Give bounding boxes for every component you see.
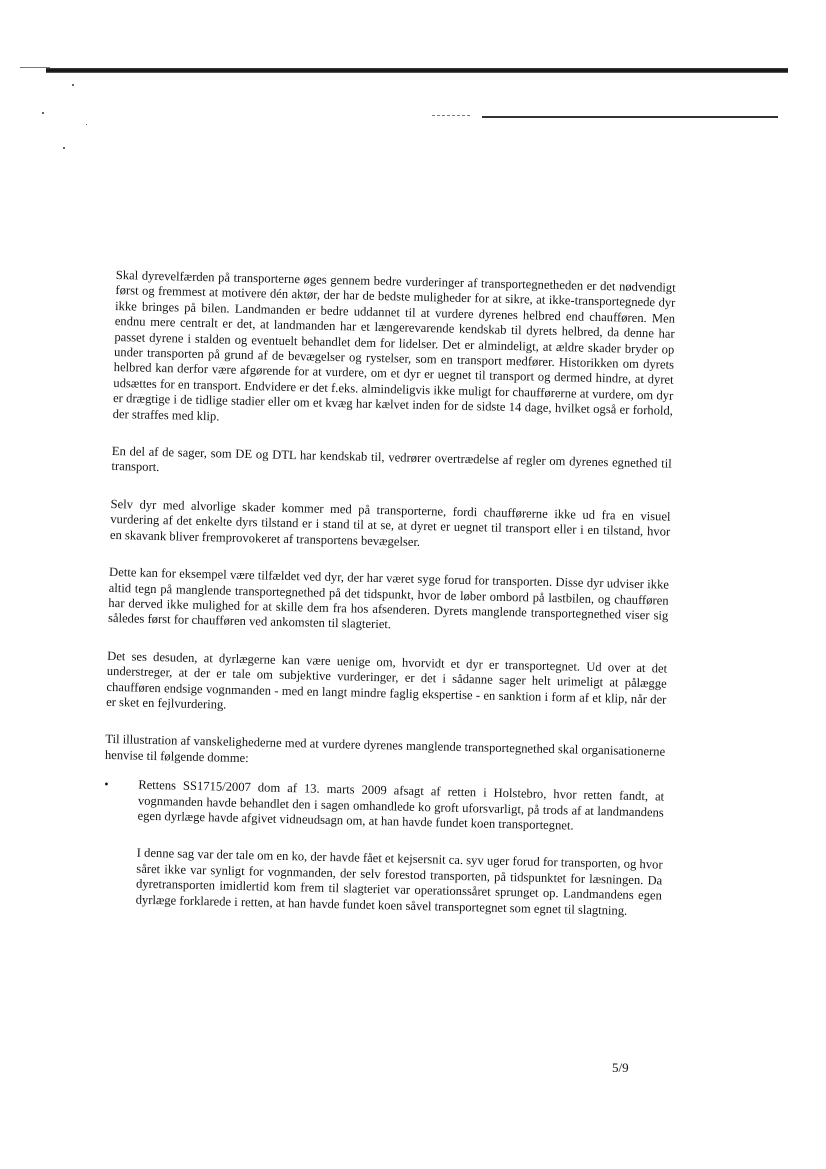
scan-speck <box>63 147 65 149</box>
header-rule <box>46 68 788 73</box>
secondary-rule <box>482 116 778 118</box>
scan-speck <box>72 84 74 86</box>
paragraph-case-details: I denne sag var der tale om en ko, der havde fået et kejsersnit ca. syv uger forud for transporten, og hvor såret ikke var synligt for vognmanden, der selv forestod transporten, på tidspunktet for læsningen. Da dyretransporten imidlertid kom frem til slagteriet var operationssåret sprunget op. Landmandens egen dyrlæge forklarede i retten, at han havde fundet koen såvel transportegnet som egnet til slagtning. <box>135 845 663 918</box>
paragraph-sick-animals: Dette kan for eksempel være tilfældet ved dyr, der har været syge forud for transporten. Disse dyr udviser ikke altid tegn på manglende transportegnethed på det tidspunkt, hvor de løber ombord på lastbilen, og chaufføren har derved ikke mulighed for at skille dem fra hos afsenderen. Dyrets manglende transportegnethed viser sig således først for chaufføren ved ankomsten til slagteriet. <box>107 565 670 632</box>
secondary-rule-fragment <box>432 115 470 117</box>
paragraph-welfare-assessment: Skal dyrevelfærden på transporterne øges gennem bedre vurderinger af transportegnetheden er det nødvendigt først og fremmest at motivere dén aktør, der har de bedste muligheder for at sikre, at ikke-transportegnede dyr ikke bringes på bilen. Landmanden er bedre uddannet til at vurdere dyrenes helbred end chaufføren. Men endnu mere centralt er det, at landmanden har et længerevarende kendskab til dyrets helbred, da denne har passet dyrene i stalden og eventuelt behandlet dem for lidelser. Det er almindeligt, at ældre skader bryder op under transporten på grund af de bevægelser og rystelser, som en transport medfører. Historikken om dyrets helbred kan derfor være afgørende for at vurdere, om et dyr er uegnet til transport og dermed hindre, at dyret udsættes for en transport. Endvidere er det f.eks. almindeligvis ikke muligt for chaufførerne at vurdere, om dyr er drægtige i de tidlige stadier eller om et kvæg har kælvet inden for de sidste 14 dage, hvilket også er forhold, der straffes med klip. <box>112 268 676 424</box>
document-body <box>101 268 676 942</box>
paragraph-illustration-intro: Til illustration af vanskelighederne med at vurdere dyrenes manglende transportegnethed skal organisationerne henvise til følgende domme: <box>104 732 666 765</box>
paragraph-vet-disagreement: Det ses desuden, at dyrlægerne kan være uenige om, hvorvidt et dyr er transportegnet. Ud over at det understreger, at der er tale om subjektive vurderinger, er det i sådanne sager helt urimeligt at pålægge chaufføren endsige vognmanden - med en langt mindre faglig ekspertise - en sanktion i form af et klip, når der er sket en fejlvurdering. <box>105 648 668 712</box>
paragraph-cases: En del af de sager, som DE og DTL har kendskab til, vedrører overtrædelse af regler om dyrenes egnethed til transport. <box>111 444 672 475</box>
page-number: 5/9 <box>612 1060 629 1075</box>
scan-speck <box>42 112 44 114</box>
paragraph-serious-injuries: Selv dyr med alvorlige skader kommer med på transporterne, fordi chaufførerne ikke ud fra en visuel vurdering af det enkelte dyrs tilstand er i stand til at se, at dyret er uegnet til transport eller i en tilstand, hvor en skavank bliver fremprovokeret af transportens bevægelser. <box>109 496 671 549</box>
scan-speck <box>86 124 87 125</box>
court-case-bullet <box>103 777 664 836</box>
bullet-text: Rettens SS1715/2007 dom af 13. marts 2009 afsagt af retten i Holstebro, hvor retten fandt, at vognmanden havde behandlet den i sagen omhandlede ko groft uforsvarligt, på trods af at landmandens egen dyrlæge havde afgivet vidneudsagn om, at han havde fundet koen transportegnet. <box>137 777 665 833</box>
bullet-glyph: • <box>104 777 109 792</box>
